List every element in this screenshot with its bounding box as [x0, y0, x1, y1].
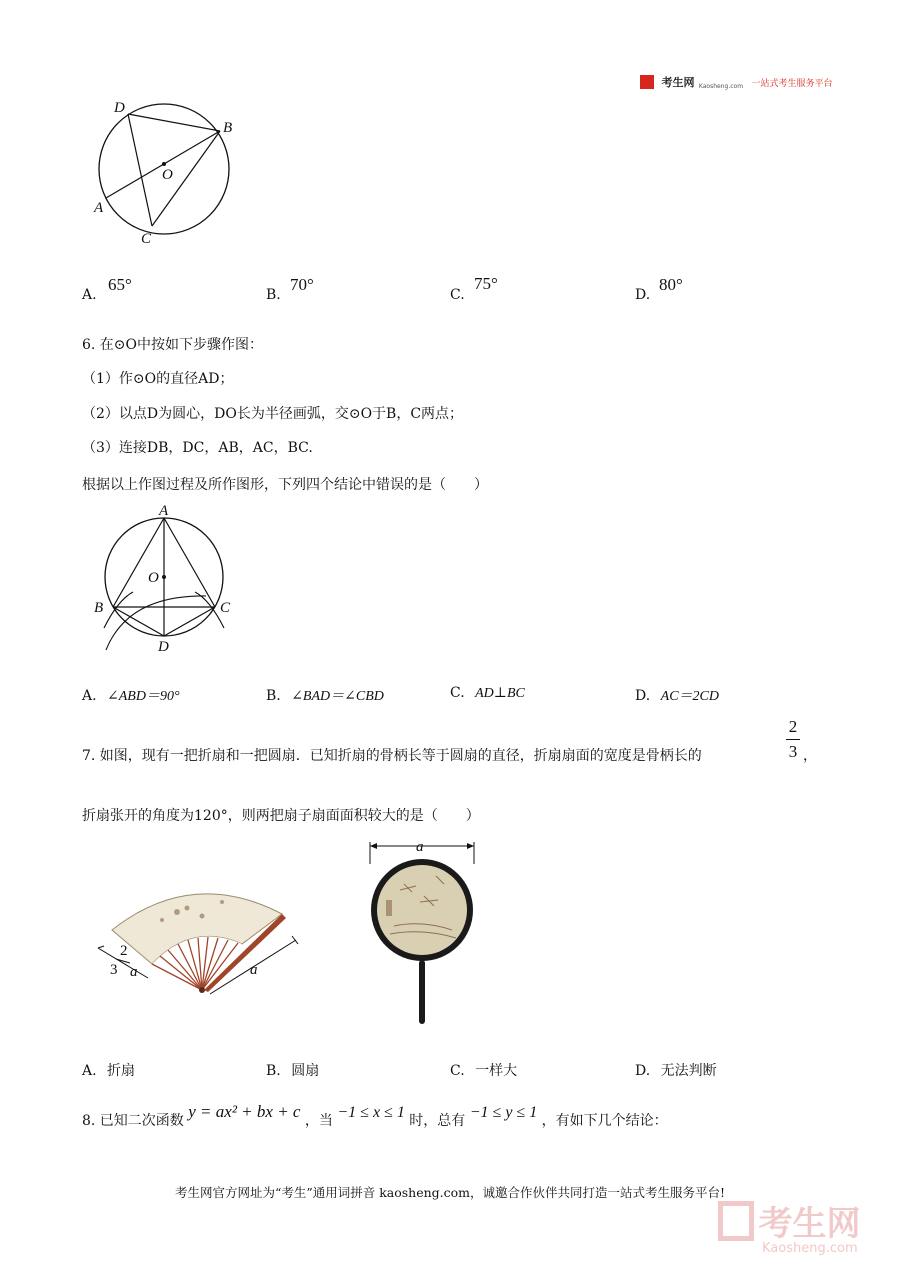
q6-circle-figure — [88, 500, 238, 660]
q6-label-d: D — [158, 639, 169, 655]
q7-fraction: 2 3 — [786, 717, 800, 762]
page-footer: 考生网官方网址为“考生”通用词拼音 kaosheng.com，诚邀合作伙伴共同打造一站式考生服务平台! — [174, 1185, 726, 1200]
q7-round-fan-figure — [364, 834, 480, 1026]
q7-fan-label-a-long: a — [250, 962, 258, 978]
q7-fan-label-num: 2 — [120, 943, 128, 959]
q5-label-a: A — [94, 200, 104, 216]
q5-option-d[interactable]: D. 80° — [635, 275, 683, 303]
q6-label-a: A — [159, 503, 169, 519]
q6-label-o: O — [148, 570, 159, 586]
brand-logo-icon — [640, 75, 654, 89]
q8-condition-x: −1 ≤ x ≤ 1 — [337, 1104, 405, 1121]
q7-option-c[interactable]: C. 一样大 — [450, 1063, 518, 1079]
q6-option-d[interactable]: D. AC＝2CD — [635, 688, 719, 704]
q7-stem-tail: ， — [803, 748, 817, 764]
q6-question: 根据以上作图过程及所作图形，下列四个结论中错误的是（ ） — [82, 477, 488, 493]
q6-option-b[interactable]: B. ∠BAD＝∠CBD — [266, 688, 384, 704]
q7-fan-label-den: 3 — [110, 962, 118, 978]
q6-stem: 6. 在⊙O中按如下步骤作图： — [82, 337, 264, 353]
q7-line2: 折扇张开的角度为120°，则两把扇子扇面面积较大的是（ ） — [82, 808, 480, 824]
q5-option-a[interactable]: A. 65° — [82, 275, 132, 303]
brand-logo-sub: Kaosheng.com — [698, 83, 744, 90]
watermark: 考生网 Kaosheng.com — [718, 1196, 860, 1256]
watermark-logo-icon — [718, 1201, 754, 1241]
q6-label-c: C — [220, 600, 231, 616]
q6-step-1: （1）作⊙O的直径AD； — [82, 371, 234, 387]
q5-circle-figure — [86, 92, 246, 252]
brand-slogan: 一站式考生服务平台 — [751, 78, 833, 89]
q6-option-c[interactable]: C. AD⊥BC — [450, 685, 525, 701]
q7-option-a[interactable]: A. 折扇 — [82, 1063, 136, 1079]
q6-option-a[interactable]: A. ∠ABD＝90° — [82, 688, 180, 704]
q7-option-d[interactable]: D. 无法判断 — [635, 1063, 717, 1079]
q6-label-b: B — [94, 600, 104, 616]
q8-stem: 8. 已知二次函数 y = ax² + bx + c ，当 −1 ≤ x ≤ 1 时，总有 −1 ≤ y ≤ 1 ，有如下几个结论： — [82, 1102, 668, 1129]
q7-round-label-a: a — [416, 839, 424, 855]
q5-label-d: D — [114, 100, 125, 116]
q8-formula: y = ax² + bx + c — [188, 1102, 301, 1121]
q7-fan-label-a-short: a — [130, 964, 138, 980]
q8-condition-y: −1 ≤ y ≤ 1 — [469, 1104, 538, 1121]
q5-option-b[interactable]: B. 70° — [266, 275, 314, 303]
q5-option-c[interactable]: C. 75° — [450, 274, 498, 303]
q7-stem: 7. 如图，现有一把折扇和一把圆扇．已知折扇的骨柄长等于圆扇的直径，折扇扇面的宽度是骨柄长的 — [82, 748, 702, 764]
q5-label-o: O — [162, 167, 173, 183]
q7-option-b[interactable]: B. 圆扇 — [266, 1063, 320, 1079]
brand-header — [640, 74, 833, 90]
brand-logo-text: 考生网 — [661, 76, 695, 89]
q6-step-2: （2）以点D为圆心，DO长为半径画弧，交⊙O于B，C两点； — [82, 406, 464, 422]
q7-folding-fan-figure — [92, 872, 312, 1002]
q6-step-3: （3）连接DB，DC，AB，AC，BC. — [82, 440, 313, 456]
q5-label-c: C — [141, 231, 152, 247]
q5-label-b: B — [223, 120, 233, 136]
